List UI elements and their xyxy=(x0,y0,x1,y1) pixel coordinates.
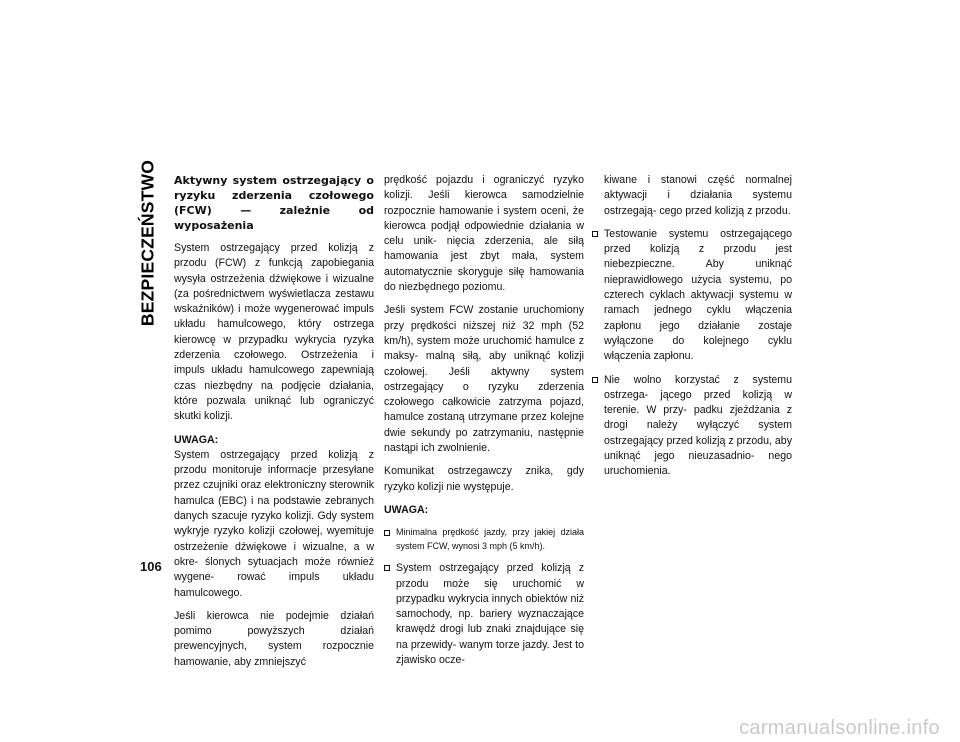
column-2 xyxy=(384,173,584,676)
list-item xyxy=(384,526,584,553)
list-item-text: Testowanie systemu ostrzegającego przed kolizją z przodu jest niebezpieczne. Aby uniknąć nieprawidłowego użycia systemu, po czterech cyklach aktywacji systemu w ramach jednego cyklu włączenia zapłonu jego działanie zostaje wyłączone do kolejnego cyklu włączenia zapłonu. xyxy=(604,227,792,363)
list-item-text: Minimalna prędkość jazdy, przy jakiej działa system FCW, wynosi 3 mph (5 km/h). xyxy=(396,527,584,551)
square-bullet-icon xyxy=(592,231,598,237)
page-number: 106 xyxy=(140,559,162,574)
list-item-text: System ostrzegający przed kolizją z przodu może się uruchomić w przypadku wykrycia innych obiektów niż samochody, np. bariery wyznaczające krawędź drogi lub znaki znajdujące się na przewidy- wanym torze jazdy. Jest to zjawisko ocze- xyxy=(396,562,584,667)
note-block xyxy=(174,433,374,601)
column-3 xyxy=(592,173,792,488)
square-bullet-icon xyxy=(592,377,598,383)
note-label: UWAGA: xyxy=(384,503,429,516)
section-heading: Aktywny system ostrzegający o ryzyku zderzenia czołowego (FCW) — zależnie od wyposażenia xyxy=(174,174,374,232)
list-item-continuation: kiwane i stanowi część normalnej aktywacji i działania systemu ostrzegają- cego przed kolizją z przodu. xyxy=(604,174,792,217)
paragraph: Jeśli system FCW zostanie uruchomiony przy prędkości niższej niż 32 mph (52 km/h), system może uruchomić hamulce z maksy- malną siłą, aby uniknąć kolizji czołowej. Jeśli aktywny system ostrzegający o ryzyku zderzenia czołowego całkowicie zatrzyma pojazd, hamulce zostaną utrzymane przez kolejne dwie sekundy po zatrzymaniu, następnie nastąpi ich zwolnienie. xyxy=(384,304,584,455)
paragraph: System ostrzegający przed kolizją z przodu (FCW) z funkcją zapobiegania wysyła ostrzeżenia dźwiękowe i wizualne (za pośrednictwem wyświetlacza zestawu wskaźników) i może wygenerować impuls układu hamulcowego, który ostrzega kierowcę w przypadku wykrycia ryzyka zderzenia czołowego. Ostrzeżenia i impuls układu hamulcowego zapewniają czas niezbędny na podjęcie działania, które pozwala uniknąć lub ograniczyć skutki kolizji. xyxy=(174,242,374,423)
section-title: BEZPIECZEŃSTWO xyxy=(137,159,158,326)
list-item xyxy=(592,373,792,480)
paragraph: prędkość pojazdu i ograniczyć ryzyko kolizji. Jeśli kierowca samodzielnie rozpocznie hamowanie i system oceni, że kierowca podjął odpowiednie działania w celu unik- nięcia zderzenia, ale siłą hamowania jest zbyt mała, system automatycznie skoryguje siłę hamowania do niezbędnego poziomu. xyxy=(384,174,584,294)
list-item-text: Nie wolno korzystać z systemu ostrzega- jącego przed kolizją w terenie. W przy- padku zjeżdżania z drogi należy wyłączyć system ostrzegający przed kolizją z przodu, aby uniknąć jego nieuzasadnio- nego uruchomienia. xyxy=(604,373,792,478)
watermark: carmanualsonline.info xyxy=(739,717,940,739)
column-1 xyxy=(174,173,374,678)
square-bullet-icon xyxy=(384,530,390,536)
paragraph: Komunikat ostrzegawczy znika, gdy ryzyko kolizji nie występuje. xyxy=(384,465,584,493)
note-label: UWAGA: xyxy=(174,433,219,446)
paragraph: Jeśli kierowca nie podejmie działań pomimo powyższych działań prewencyjnych, system rozpocznie hamowanie, aby zmniejszyć xyxy=(174,609,374,668)
square-bullet-icon xyxy=(384,565,390,571)
note-text: System ostrzegający przed kolizją z przodu monitoruje informacje przesyłane przez czujniki oraz elektroniczny sterownik hamulca (EBC) i na podstawie zebranych danych szacuje ryzyko kolizji. Gdy system wykryje ryzyko kolizji czołowej, wyemituje ostrzeżenie dźwiękowe i wizualne, a w okre- ślonych sytuacjach może również wygene- rować impuls układu hamulcowego. xyxy=(174,448,374,599)
list-item xyxy=(592,227,792,365)
list-item xyxy=(384,561,584,668)
section-side-tab xyxy=(136,150,160,335)
